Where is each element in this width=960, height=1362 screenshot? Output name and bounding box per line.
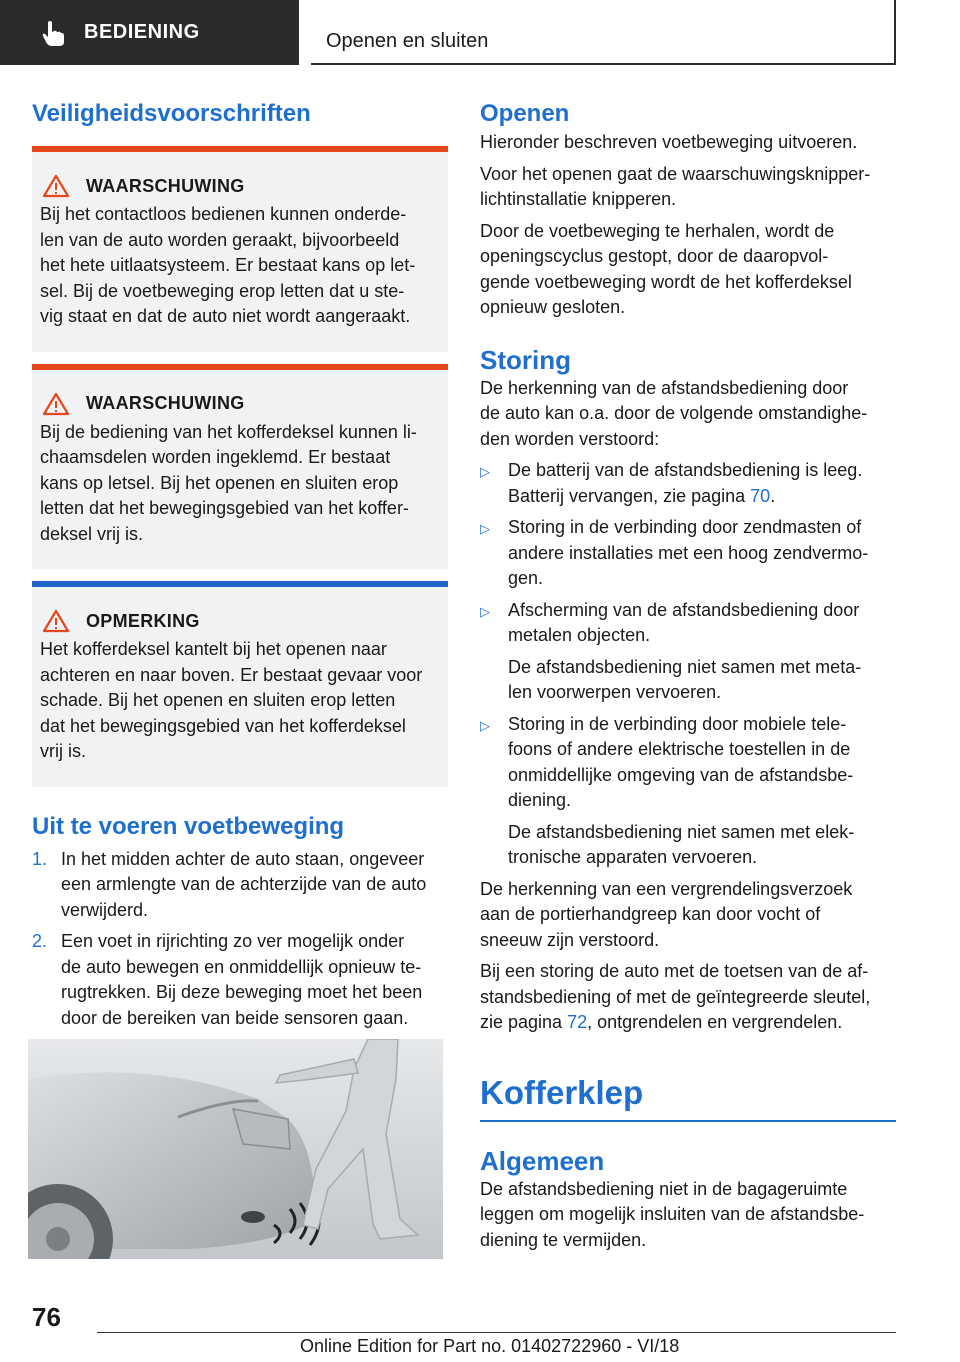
bullet-text-line: len voorwerpen vervoeren. (508, 682, 722, 702)
bullet-text-line: De batterij van de afstandsbediening is leeg. (508, 460, 863, 480)
heading-rule (480, 1120, 896, 1122)
list-item (32, 929, 448, 1031)
warning-title: WAARSCHUWING (86, 175, 245, 196)
step-text-line: door de bereiken van beide sensoren gaan. (61, 1007, 409, 1028)
paragraph-line: diening te vermijden. (480, 1229, 647, 1250)
step-number: 1. (32, 848, 48, 869)
warning-text-line: vig staat en dat de auto niet wordt aangeraakt. (40, 306, 411, 326)
heading-safety: Veiligheidsvoorschriften (32, 100, 311, 127)
warning-text-line: sel. Bij de voetbeweging erop letten dat u ste- (40, 280, 405, 301)
triangle-bullet-icon: ▷ (480, 464, 490, 479)
bullet-text-line: onmiddellijke omgeving van de afstandsbe- (508, 764, 854, 785)
warning-triangle-icon (42, 174, 70, 198)
page-number: 76 (32, 1302, 61, 1332)
heading-general: Algemeen (480, 1145, 605, 1176)
header-chapter (311, 0, 896, 65)
paragraph-line: aan de portierhandgreep kan door vocht of (480, 904, 821, 924)
paragraph-line: sneeuw zijn verstoord. (480, 929, 660, 950)
warning-bar (32, 364, 448, 370)
heading-open: Openen (480, 100, 570, 127)
note-text-line: dat het bewegingsgebied van het kofferdeksel (40, 715, 406, 736)
note-text-line: achteren en naar boven. Er bestaat gevaar voor (40, 664, 423, 685)
page-link-72[interactable]: 72 (567, 1012, 588, 1032)
note-text-line: Het kofferdeksel kantelt bij het openen naar (40, 639, 387, 659)
step-text-line: Een voet in rijrichting zo ver mogelijk onder (61, 931, 405, 951)
bullet-text-line: diening. (508, 790, 572, 810)
paragraph: Hieronder beschreven voetbeweging uitvoeren. (480, 132, 858, 152)
list-item (480, 712, 896, 814)
bullet-text-line (508, 484, 862, 510)
list-item (480, 458, 896, 509)
paragraph-line: openingscyclus gestopt, door de daaropvol- (480, 246, 829, 266)
bullet-subtext (480, 655, 896, 706)
chapter-title: Openen en sluiten (326, 30, 489, 52)
footer-edition: Online Edition for Part no. 01402722960 - VI/18 (300, 1336, 680, 1356)
warning-box-2 (32, 364, 448, 570)
hand-icon (38, 18, 68, 48)
step-text-line: een armlengte van de achterzijde van de auto (61, 874, 427, 894)
step-number: 2. (32, 931, 48, 951)
step-text-line: de auto bewegen en onmiddellijk opnieuw te- (61, 956, 422, 977)
bullet-text-line: Storing in de verbinding door zendmasten of (508, 517, 862, 537)
paragraph-line: leggen om mogelijk insluiten van de afstandsbe- (480, 1204, 865, 1224)
bullet-text-line: De afstandsbediening niet samen met elek- (508, 821, 855, 842)
bullet-subtext (480, 820, 896, 871)
paragraph-line: de auto kan o.a. door de volgende omstandighe- (480, 403, 868, 423)
heading-foot-motion: Uit te voeren voetbeweging (32, 812, 345, 840)
list-item (480, 515, 896, 592)
triangle-bullet-icon: ▷ (480, 717, 490, 733)
paragraph-text: , ontgrendelen en vergrendelen. (587, 1012, 843, 1032)
triangle-bullet-icon: ▷ (480, 521, 490, 536)
paragraph-line: De herkenning van de afstandsbediening door (480, 377, 849, 398)
bullet-text-line: andere installaties met een hoog zendvermo- (508, 542, 869, 563)
step-text-line: In het midden achter de auto staan, ongeveer (61, 848, 425, 869)
warning-title: WAARSCHUWING (86, 393, 245, 413)
warning-text-line: kans op letsel. Bij het openen en sluiten erop (40, 472, 399, 493)
paragraph-line (480, 1010, 896, 1036)
note-title: OPMERKING (86, 610, 200, 631)
warning-text-line: chaamsdelen worden ingeklemd. Er bestaat (40, 447, 391, 467)
note-box (32, 581, 448, 787)
section-title: BEDIENING (84, 21, 200, 43)
malfunction-list (480, 458, 896, 871)
note-text-line: vrij is. (40, 741, 86, 761)
paragraph-text: zie pagina (480, 1012, 568, 1032)
right-column (480, 100, 896, 1253)
bullet-text-line: gen. (508, 568, 544, 588)
bullet-text: . (770, 485, 776, 506)
paragraph-line: De herkenning van een vergrendelingsverzoek (480, 878, 853, 899)
list-item (480, 598, 896, 649)
page-link-70[interactable]: 70 (750, 485, 771, 506)
bullet-text-line: foons of andere elektrische toestellen in de (508, 739, 851, 759)
warning-text-line: len van de auto worden geraakt, bijvoorbeeld (40, 229, 400, 250)
warning-text-line: letten dat het bewegingsgebied van het koffer- (40, 498, 409, 518)
steps-list (32, 847, 448, 1032)
header-section-tab (0, 0, 299, 65)
step-text-line: rugtrekken. Bij deze beweging moet het been (61, 982, 423, 1002)
warning-text-line: Bij de bediening van het kofferdeksel kunnen li- (40, 421, 417, 442)
paragraph-line: De afstandsbediening niet in de bagageruimte (480, 1178, 848, 1199)
paragraph-line: gende voetbeweging wordt de het kofferdeksel (480, 271, 852, 292)
paragraph-line: lichtinstallatie knipperen. (480, 189, 677, 209)
warning-text-line: het hete uitlaatsysteem. Er bestaat kans op let- (40, 255, 416, 275)
warning-bar (32, 146, 448, 152)
bullet-text-line: Afscherming van de afstandsbediening door (508, 599, 860, 620)
footer-rule (97, 1332, 896, 1333)
warning-box-1 (32, 146, 448, 352)
left-column (32, 100, 448, 1031)
paragraph-line: Door de voetbeweging te herhalen, wordt de (480, 220, 835, 241)
note-text-line: schade. Bij het openen en sluiten erop letten (40, 690, 396, 710)
step-text-line: verwijderd. (61, 899, 149, 920)
heading-malfunction: Storing (480, 344, 571, 375)
paragraph-line: opnieuw gesloten. (480, 297, 626, 317)
car-rear-illustration (28, 1039, 443, 1259)
warning-text-line: deksel vrij is. (40, 523, 144, 544)
note-bar (32, 581, 448, 587)
bullet-text: Batterij vervangen, zie pagina (508, 485, 751, 506)
bullet-text-line: De afstandsbediening niet samen met meta- (508, 656, 862, 677)
triangle-bullet-icon: ▷ (480, 603, 490, 619)
warning-triangle-icon (42, 392, 70, 416)
foot-motion-illustration (28, 1039, 443, 1259)
paragraph-line: Voor het openen gaat de waarschuwingsknipper- (480, 163, 871, 184)
paragraph-line: den worden verstoord: (480, 428, 660, 449)
bullet-text-line: Storing in de verbinding door mobiele tele- (508, 713, 847, 734)
heading-tailgate: Kofferklep (480, 1073, 644, 1111)
caution-triangle-icon (42, 609, 70, 633)
paragraph-line: standsbediening of met de geïntegreerde sleutel, (480, 986, 871, 1007)
warning-text-line: Bij het contactloos bedienen kunnen onderde- (40, 204, 407, 224)
bullet-text-line: metalen objecten. (508, 625, 651, 645)
list-item (32, 847, 448, 924)
paragraph-line: Bij een storing de auto met de toetsen van de af- (480, 961, 869, 981)
bullet-text-line: tronische apparaten vervoeren. (508, 847, 758, 867)
